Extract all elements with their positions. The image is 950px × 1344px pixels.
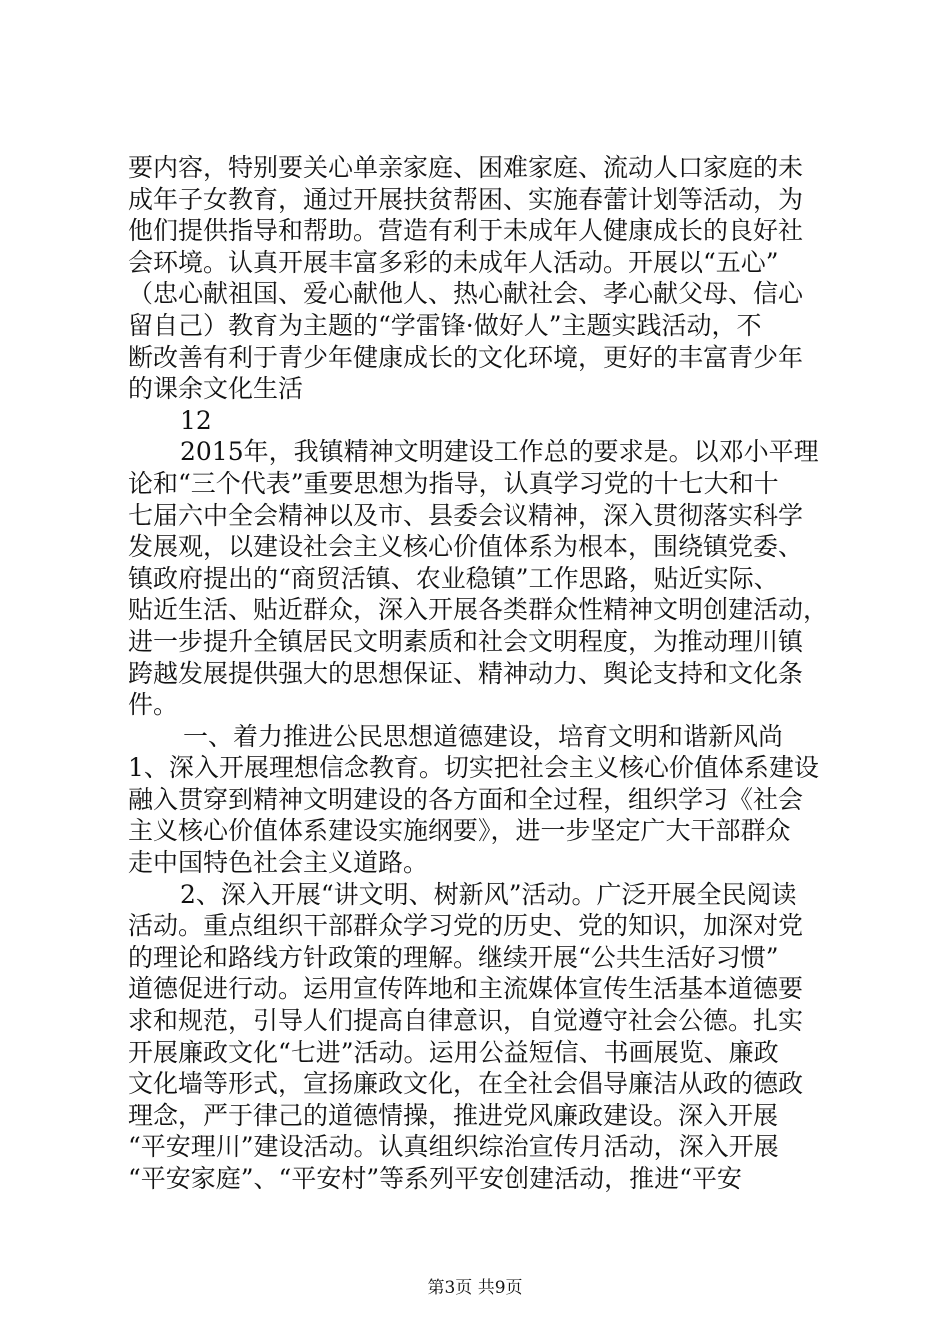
text-line: 活动。重点组织干部群众学习党的历史、党的知识，加深对党 <box>128 911 804 941</box>
text-line: 留自己）教育为主题的“学雷锋·做好人”主题实践活动，不 <box>128 310 762 340</box>
text-line: 走中国特色社会主义道路。 <box>128 848 429 878</box>
text-line: 断改善有利于青少年健康成长的文化环境，更好的丰富青少年 <box>128 342 804 372</box>
page-number-footer: 第3页 共9页 <box>427 1278 523 1298</box>
text-line: 2、深入开展“讲文明、树新风”活动。广泛开展全民阅读 <box>180 879 797 909</box>
text-line: 发展观，以建设社会主义核心价值体系为根本，围绕镇党委、 <box>128 532 804 562</box>
text-line: 七届六中全会精神以及市、县委会议精神，深入贯彻落实科学 <box>128 500 804 530</box>
text-line: “平安家庭”、“平安村”等系列平安创建活动，推进“平安 <box>128 1164 742 1193</box>
text-line: 贴近生活、贴近群众，深入开展各类群众性精神文明创建活动， <box>128 595 829 625</box>
text-line: 要内容，特别要关心单亲家庭、困难家庭、流动人口家庭的未 <box>128 153 804 182</box>
text-line: 求和规范，引导人们提高自律意识，自觉遵守社会公德。扎实 <box>128 1006 804 1036</box>
text-line: 会环境。认真开展丰富多彩的未成年人活动。开展以“五心” <box>128 247 779 277</box>
text-line: 的理论和路线方针政策的理解。继续开展“公共生活好习惯” <box>128 942 779 972</box>
text-line: 道德促进行动。运用宣传阵地和主流媒体宣传生活基本道德要 <box>128 974 804 1004</box>
text-line: 1、深入开展理想信念教育。切实把社会主义核心价值体系建设 <box>128 753 819 783</box>
text-line: 2015年，我镇精神文明建设工作总的要求是。以邓小平理 <box>180 437 819 467</box>
text-line: 开展廉政文化“七进”活动。运用公益短信、书画展览、廉政 <box>128 1037 779 1067</box>
section-number: 12 <box>180 405 212 435</box>
text-line: 进一步提升全镇居民文明素质和社会文明程度，为推动理川镇 <box>128 626 804 656</box>
text-line: 文化墙等形式，宣扬廉政文化，在全社会倡导廉洁从政的德政 <box>128 1069 804 1099</box>
text-line: 跨越发展提供强大的思想保证、精神动力、舆论支持和文化条 <box>128 658 804 688</box>
document-body <box>128 152 828 1195</box>
text-line: 主义核心价值体系建设实施纲要》，进一步坚定广大干部群众 <box>128 816 791 846</box>
text-line: 融入贯穿到精神文明建设的各方面和全过程，组织学习《社会 <box>128 784 804 814</box>
text-line: 镇政府提出的“商贸活镇、农业稳镇”工作思路，贴近实际、 <box>128 563 779 593</box>
text-line: 的课余文化生活 <box>128 374 304 404</box>
text-line: 论和“三个代表”重要思想为指导，认真学习党的十七大和十 <box>128 468 779 498</box>
text-line: 件。 <box>128 690 179 720</box>
text-line: 理念，严于律己的道德情操，推进党风廉政建设。深入开展 <box>128 1100 779 1130</box>
section-heading: 一、着力推进公民思想道德建设，培育文明和谐新风尚 <box>183 721 784 751</box>
text-line: “平安理川”建设活动。认真组织综治宣传月活动，深入开展 <box>128 1132 779 1162</box>
text-line: （忠心献祖国、爱心献他人、热心献社会、孝心献父母、信心 <box>128 279 804 309</box>
text-line: 成年子女教育，通过开展扶贫帮困、实施春蕾计划等活动，为 <box>128 184 804 214</box>
text-line: 他们提供指导和帮助。营造有利于未成年人健康成长的良好社 <box>128 216 804 246</box>
